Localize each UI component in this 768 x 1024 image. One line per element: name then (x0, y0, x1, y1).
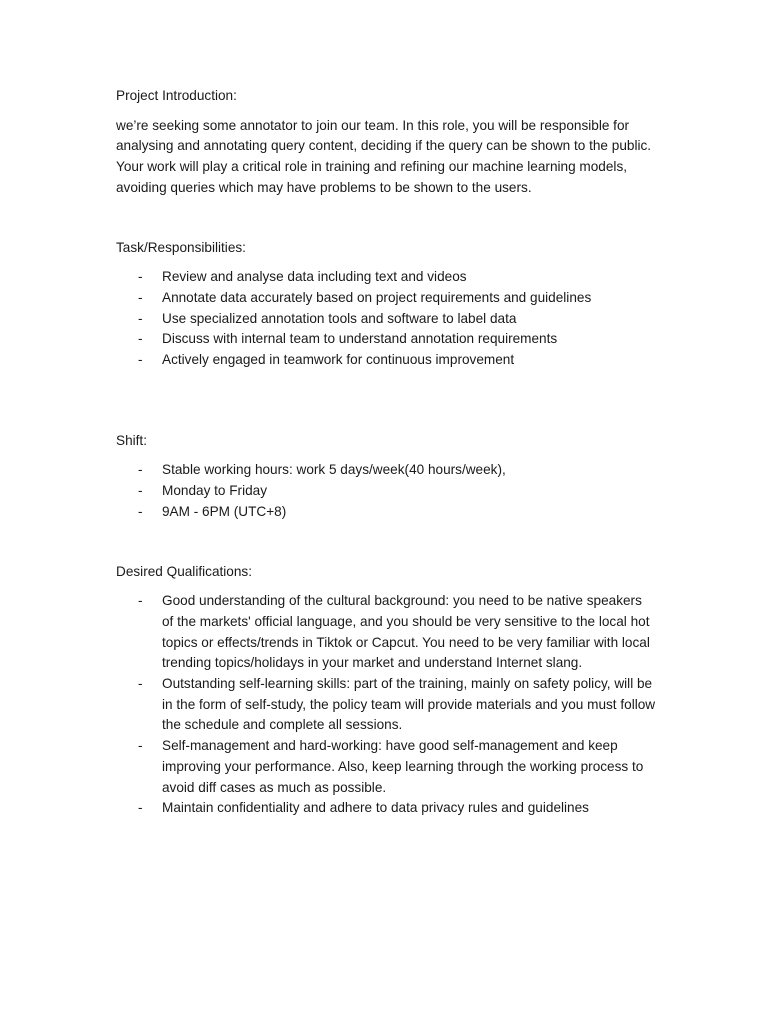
dash-bullet-icon: - (138, 289, 143, 305)
dash-bullet-icon: - (138, 462, 143, 478)
dash-bullet-icon: - (138, 800, 143, 816)
project-introduction-section (116, 86, 656, 199)
shift-heading: Shift: (116, 432, 147, 448)
project-introduction-heading: Project Introduction: (116, 88, 237, 103)
list-item (116, 674, 656, 736)
dash-bullet-icon: - (138, 331, 143, 347)
dash-bullet-icon: - (138, 483, 143, 499)
shift-section (116, 431, 656, 523)
responsibilities-section (116, 238, 656, 371)
list-item (116, 591, 656, 674)
list-item (116, 267, 656, 288)
list-item-text: Review and analyse data including text and videos (162, 269, 467, 285)
responsibilities-heading: Task/Responsibilities: (116, 239, 246, 255)
document-page (116, 86, 656, 819)
dash-bullet-icon: - (138, 352, 143, 368)
qualifications-heading: Desired Qualifications: (116, 563, 252, 579)
list-item-text: Monday to Friday (162, 483, 268, 499)
dash-bullet-icon: - (138, 676, 143, 692)
dash-bullet-icon: - (138, 269, 143, 285)
list-item-text: Stable working hours: work 5 days/week(40 hours/week), (162, 462, 506, 478)
qualifications-section (116, 562, 656, 819)
project-introduction-body: we’re seeking some annotator to join our team. In this role, you will be responsible for analysing and annotating query content, deciding if the query can be shown to the public. Your work will play a critical role in training and refining our machine learning models, avoiding queries which may have problems to be shown to the users. (116, 117, 652, 195)
dash-bullet-icon: - (138, 503, 143, 519)
shift-list (116, 460, 656, 522)
list-item-text: Actively engaged in teamwork for continuous improvement (162, 352, 515, 368)
responsibilities-list (116, 267, 656, 371)
list-item (116, 288, 656, 309)
list-item (116, 350, 656, 371)
list-item-text: Use specialized annotation tools and software to label data (162, 310, 517, 326)
list-item (116, 798, 656, 819)
list-item-text: Self-management and hard-working: have good self-management and keep improving your performance. Also, keep learning through the working process to avoid diff cases as much as possible. (162, 738, 644, 795)
list-item (116, 502, 656, 523)
list-item (116, 329, 656, 350)
dash-bullet-icon: - (138, 593, 143, 609)
list-item (116, 481, 656, 502)
qualifications-list (116, 591, 656, 819)
list-item-text: Annotate data accurately based on project requirements and guidelines (162, 289, 592, 305)
list-item (116, 309, 656, 330)
list-item (116, 736, 656, 798)
list-item (116, 460, 656, 481)
list-item-text: Outstanding self-learning skills: part of the training, mainly on safety policy, will be in the form of self-study, the policy team will provide materials and you must follow the schedule and complete all sessions. (162, 676, 656, 733)
list-item-text: Discuss with internal team to understand annotation requirements (162, 331, 558, 347)
list-item-text: Maintain confidentiality and adhere to data privacy rules and guidelines (162, 800, 589, 816)
dash-bullet-icon: - (138, 738, 143, 754)
dash-bullet-icon: - (138, 310, 143, 326)
list-item-text: 9AM - 6PM (UTC+8) (162, 503, 287, 519)
list-item-text: Good understanding of the cultural background: you need to be native speakers of the markets' official language, and you should be very sensitive to the local hot topics or effects/trends in Tiktok or Capcut. You need to be very familiar with local trending topics/holidays in your market and understand Internet slang. (162, 593, 650, 671)
